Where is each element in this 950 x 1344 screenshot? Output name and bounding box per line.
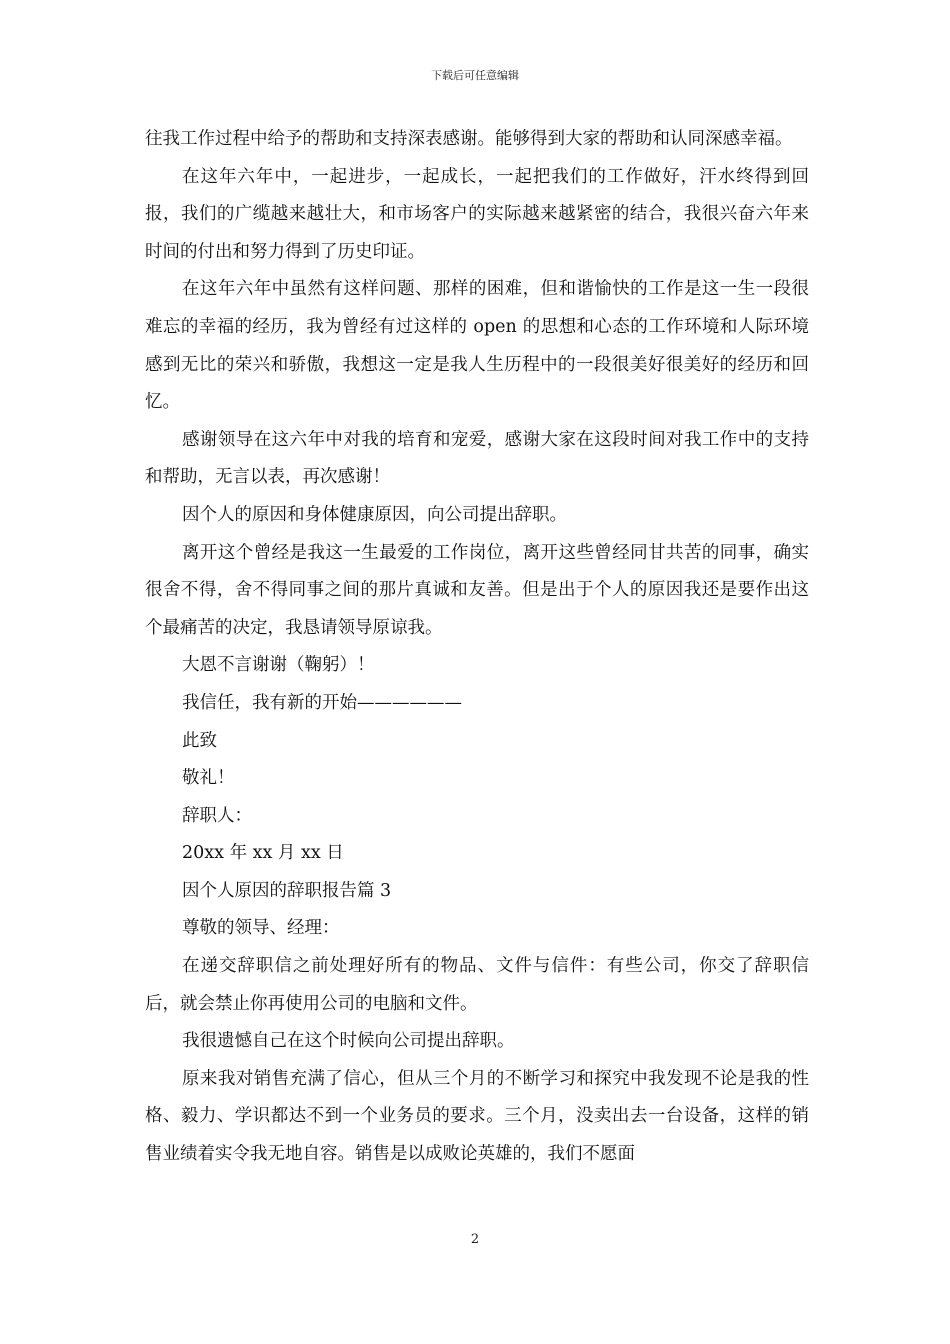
salutation-closing: 此致	[182, 730, 217, 751]
paragraph: 在这年六年中，一起进步，一起成长，一起把我们的工作做好，汗水终得到回报，我们的广缆越来越壮大，和市场客户的实际越来越紧密的结合，我很兴奋六年来时间的付出和努力得到了历史印证。	[145, 166, 809, 262]
salutation-regards: 敬礼！	[182, 768, 235, 789]
paragraph-continuation: 往我工作过程中给予的帮助和支持深表感谢。能够得到大家的帮助和认同深感幸福。	[145, 129, 793, 149]
paragraph: 在递交辞职信之前处理好所有的物品、文件与信件：有些公司，你交了辞职信后，就会禁止你再使用公司的电脑和文件。	[145, 956, 809, 1014]
paragraph: 在这年六年中虽然有这样问题、那样的困难，但和谐愉快的工作是这一生一段很难忘的幸福的经历，我为曾经有过这样的 open 的思想和心态的工作环境和人际环境感到无比的荣兴和骄傲，我想这一定是我人生历程中的一段很美好很美好的经历和回忆。	[145, 279, 809, 413]
page-number: 2	[470, 1232, 480, 1247]
letter-greeting: 尊敬的领导、经理：	[182, 918, 340, 939]
document-body	[145, 121, 809, 1174]
paragraph: 原来我对销售充满了信心，但从三个月的不断学习和探究中我发现不论是我的性格、毅力、学识都达不到一个业务员的要求。三个月，没卖出去一台设备，这样的销售业绩着实令我无地自容。销售是以成败论英雄的，我们不愿面	[145, 1068, 809, 1165]
paragraph: 我信任，我有新的开始——————	[182, 692, 462, 713]
paragraph: 大恩不言谢谢（鞠躬）！	[182, 655, 375, 676]
paragraph: 离开这个曾经是我这一生最爱的工作岗位，离开这些曾经同甘共苦的同事，确实很舍不得，舍不得同事之间的那片真诚和友善。但是出于个人的原因我还是要作出这个最痛苦的决定，我恳请领导原谅我。	[145, 542, 809, 638]
section-title: 因个人原因的辞职报告篇 3	[182, 880, 392, 901]
paragraph: 感谢领导在这六年中对我的培育和宠爱，感谢大家在这段时间对我工作中的支持和帮助，无言以表，再次感谢！	[145, 429, 809, 488]
date-line: 20xx 年 xx 月 xx 日	[182, 843, 344, 864]
page-header: 下载后可任意编辑	[431, 69, 519, 82]
paragraph: 我很遗憾自己在这个时候向公司提出辞职。	[182, 1031, 515, 1052]
signature-label: 辞职人：	[182, 805, 252, 826]
paragraph: 因个人的原因和身体健康原因，向公司提出辞职。	[182, 504, 567, 525]
